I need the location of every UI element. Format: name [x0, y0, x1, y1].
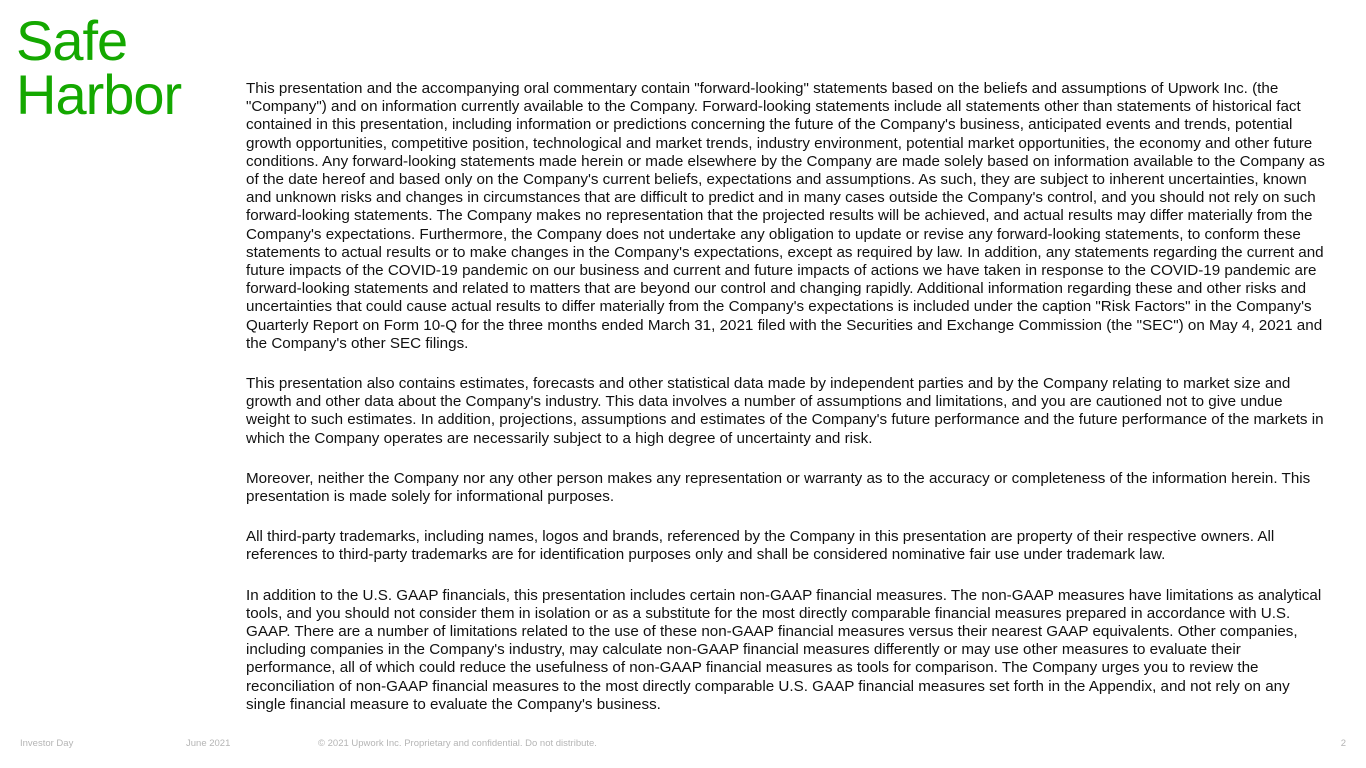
footer-event: Investor Day — [20, 738, 74, 749]
paragraph-no-warranty: Moreover, neither the Company nor any other person makes any representation or warranty as to the accuracy or completeness of the information herein. This presentation is made solely for informational purposes. — [246, 469, 1311, 506]
footer-confidentiality: © 2021 Upwork Inc. Proprietary and confidential. Do not distribute. — [318, 738, 597, 749]
slide-title-line-2: Harbor — [16, 63, 182, 126]
paragraph-trademarks: All third-party trademarks, including names, logos and brands, referenced by the Company in this presentation are property of their respective owners. All references to third-party trademarks are for identification purposes only and shall be considered nominative fair use under trademark law. — [246, 528, 1275, 564]
slide-title-line-1: Safe — [16, 9, 128, 72]
paragraph-estimates: This presentation also contains estimates, forecasts and other statistical data made by independent parties and by the Company relating to market size and growth and other data about the Company's industry. This data involves a number of assumptions and limitations, and you are cautioned not to give undue weight to such estimates. In addition, projections, assumptions and estimates of the Company's future performance and the future performance of the markets in which the Company operates are necessarily subject to a high degree of uncertainty and risk. — [246, 375, 1324, 447]
slide-title — [16, 9, 182, 126]
footer-page-number: 2 — [1340, 738, 1346, 749]
paragraph-non-gaap: In addition to the U.S. GAAP financials, this presentation includes certain non-GAAP financial measures. The non-GAAP measures have limitations as analytical tools, and you should not consider them in isolation or as a substitute for the most directly comparable financial measures prepared in accordance with U.S. GAAP. There are a number of limitations related to the use of these non-GAAP financial measures versus their nearest GAAP equivalents. Other companies, including companies in the Company's industry, may calculate non-GAAP financial measures differently or may use other measures to evaluate their performance, all of which could reduce the usefulness of non-GAAP financial measures as tools for comparison. The Company urges you to review the reconciliation of non-GAAP financial measures to the most directly comparable U.S. GAAP financial measures set forth in the Appendix, and not rely on any single financial measure to evaluate the Company's business. — [246, 586, 1322, 713]
paragraph-forward-looking: This presentation and the accompanying oral commentary contain "forward-looking" statements based on the beliefs and assumptions of Upwork Inc. (the "Company") and on information currently available to the Company. Forward-looking statements include all statements other than statements of historical fact contained in this presentation, including information or predictions concerning the future of the Company's business, anticipated events and trends, potential growth opportunities, competitive position, technological and market trends, industry environment, potential market opportunities, the economy and other future conditions. Any forward-looking statements made herein or made elsewhere by the Company are made solely based on information available to the Company as of the date hereof and based only on the Company's current beliefs, expectations and assumptions. As such, they are subject to inherent uncertainties, known and unknown risks and changes in circumstances that are difficult to predict and in many cases outside the Company's control, and you should not rely on such forward-looking statements. The Company makes no representation that the projected results will be achieved, and actual results may differ materially from the Company's expectations. Furthermore, the Company does not undertake any obligation to update or revise any forward-looking statements, to conform these statements to actual results or to make changes in the Company's expectations, except as required by law. In addition, any statements regarding the current and future impacts of the COVID-19 pandemic on our business and current and future impacts of actions we have taken in response to the COVID-19 pandemic are forward-looking statements and related to matters that are beyond our control and changing rapidly. Additional information regarding these and other risks and uncertainties that could cause actual results to differ materially from the Company's expectations is included under the caption "Risk Factors" in the Company's Quarterly Report on Form 10-Q for the three months ended March 31, 2021 filed with the Securities and Exchange Commission (the "SEC") on May 4, 2021 and the Company's other SEC filings. — [246, 80, 1325, 352]
footer-date: June 2021 — [186, 738, 231, 749]
disclaimer-body — [246, 80, 1328, 736]
